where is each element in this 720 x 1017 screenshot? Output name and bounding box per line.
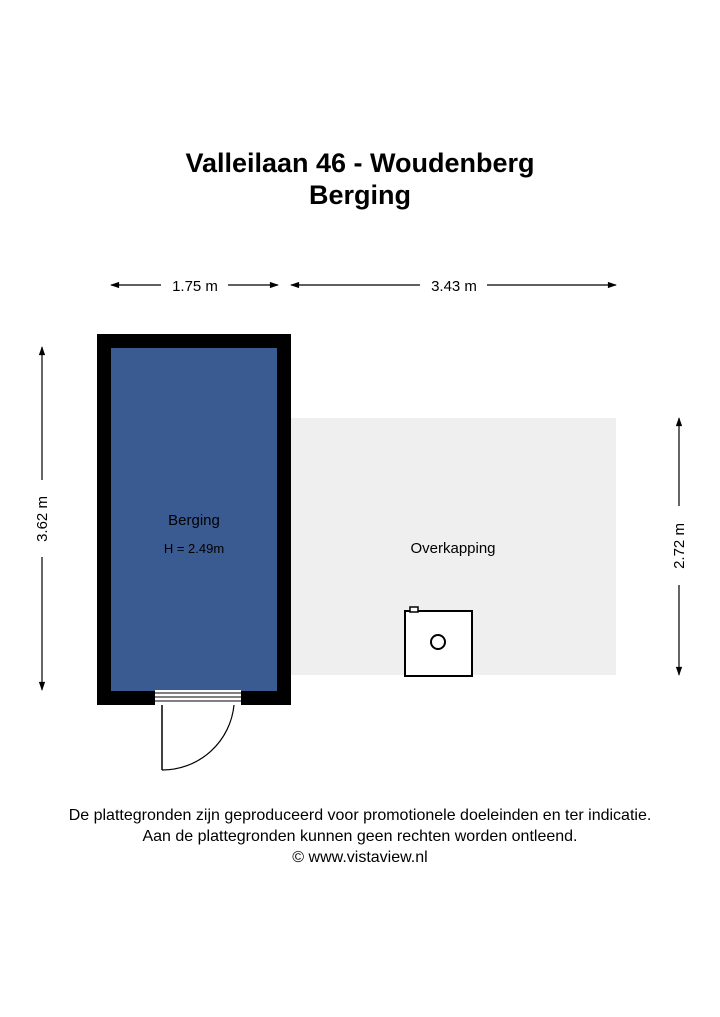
page-subtitle: Berging (308, 180, 411, 210)
copyright-line: © www.vistaview.nl (292, 849, 428, 866)
door-swing-arc (162, 705, 234, 770)
room-label-berging: Berging (168, 512, 220, 529)
boiler-unit (405, 611, 472, 676)
disclaimer-line-1: De plattegronden zijn geproduceerd voor promotionele doeleinden en ter indicatie. (68, 807, 652, 824)
dim-label-berging-height: 3.62 m (34, 496, 51, 542)
disclaimer-line-2: Aan de plattegronden kunnen geen rechten worden ontleend. (142, 828, 578, 845)
dim-label-berging-width: 1.75 m (172, 278, 218, 295)
room-label-overkapping: Overkapping (410, 540, 496, 557)
boiler-top-tab (410, 607, 418, 612)
dim-label-overkapping-height: 2.72 m (671, 523, 688, 569)
page-title: Valleilaan 46 - Woudenberg (185, 148, 535, 178)
dim-label-overkapping-width: 3.43 m (431, 278, 477, 295)
room-height-berging: H = 2.49m (163, 541, 225, 556)
